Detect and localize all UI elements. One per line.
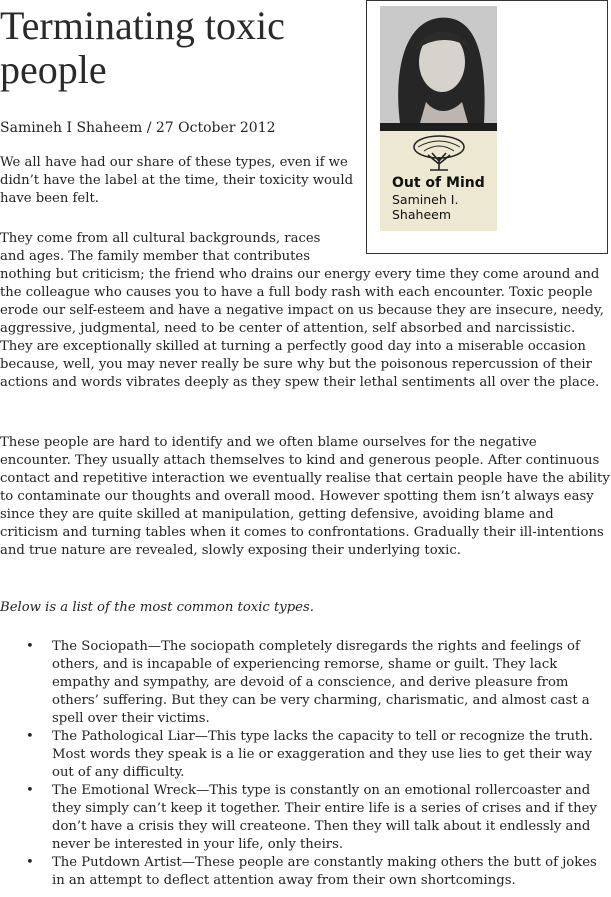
list-item-text: The Pathological Liar—This type lacks the capacity to tell or recognize the truth. Most words they speak is a lie or exaggeration and they use lies to get their way out of any difficulty.	[52, 729, 593, 780]
paragraph-backgrounds-rest: nothing but criticism; the friend who drains our energy every time they come around and the colleague who causes you to have a full body rash with each encounter. Toxic people erode our self-esteem and have a negative impact on us because they are insecure, needy, aggressive, judgmental, need to be center of attention, self absorbed and narcissistic. They are exceptionally skilled at turning a perfectly good day into a miserable occasion because, well, you may never really be sure why but the poisonous repercussion of their actions and words vibrates deeply as they spew their lethal sentiments all over the place.	[0, 267, 604, 390]
article-title: Terminating toxic people	[0, 3, 285, 92]
column-author: Samineh I. Shaheem	[392, 192, 459, 222]
column-name: Out of Mind	[392, 175, 485, 191]
article-byline: Samineh I Shaheem / 27 October 2012	[0, 120, 276, 136]
column-info-box	[366, 0, 608, 254]
list-item-text: The Putdown Artist—These people are constantly making others the butt of jokes in an attempt to deflect attention away from their own shortcomings.	[52, 855, 597, 888]
bullet-icon: •	[26, 729, 34, 744]
column-label-panel	[380, 131, 497, 231]
bullet-icon: •	[26, 783, 34, 798]
author-photo	[380, 6, 497, 123]
list-item-pathological-liar	[0, 728, 611, 782]
list-item-sociopath	[0, 638, 611, 728]
paragraph-identify: These people are hard to identify and we often blame ourselves for the negative encounter. They usually attach themselves to kind and generous people. After continuous contact and repetitive interaction we eventually realise that certain people have the ability to contaminate our thoughts and overall mood. However spotting them isn’t always easy since they are quite skilled at manipulation, getting defensive, avoiding blame and criticism and turning tables when it comes to confrontations. Gradually their ill-intentions and true nature are revealed, slowly exposing their underlying toxic.	[0, 435, 610, 558]
bullet-icon: •	[26, 639, 34, 654]
list-item-emotional-wreck	[0, 782, 611, 854]
bullet-icon: •	[26, 855, 34, 870]
list-item-text: The Emotional Wreck—This type is constantly on an emotional rollercoaster and they simply can’t keep it together. Their entire life is a series of crises and if they don’t have a crisis they will createone. Then they will talk about it endlessly and never be interested in your life, only theirs.	[52, 783, 597, 852]
list-item-text: The Sociopath—The sociopath completely disregards the rights and feelings of others, and is incapable of experiencing remorse, shame or guilt. They lack empathy and sympathy, are devoid of a conscience, and derive pleasure from others’ suffering. But they can be very charming, charismatic, and almost cast a spell over their victims.	[52, 639, 590, 726]
list-item-putdown-artist	[0, 854, 611, 890]
paragraph-backgrounds-start: They come from all cultural backgrounds, races and ages. The family member that contributes	[0, 231, 321, 264]
toxic-types-list	[0, 638, 611, 890]
list-intro: Below is a list of the most common toxic types.	[0, 600, 314, 615]
paragraph-intro: We all have had our share of these types, even if we didn’t have the label at the time, their toxicity would have been felt.	[0, 155, 354, 206]
tree-icon	[412, 133, 466, 171]
photo-band	[380, 123, 497, 131]
